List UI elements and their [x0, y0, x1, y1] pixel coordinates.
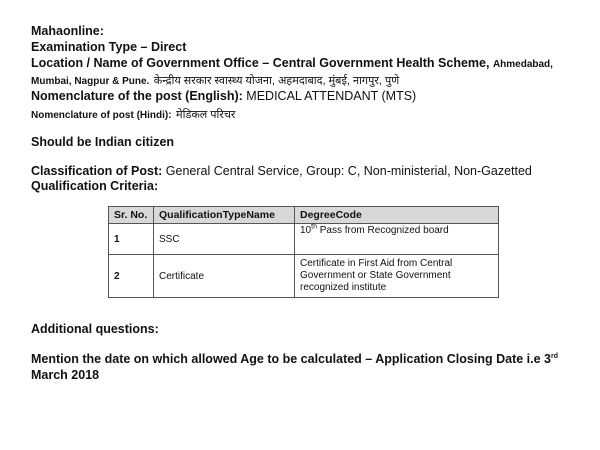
header-qualification-type: QualificationTypeName [154, 207, 295, 224]
post-english [31, 89, 416, 104]
table-row [109, 255, 499, 298]
degree-superscript: th [311, 223, 317, 231]
cell-sr: 1 [109, 224, 154, 255]
question-superscript: rd [550, 352, 558, 360]
degree-line: recognized institute [300, 282, 387, 293]
classification-line [31, 164, 532, 179]
location-cities: Ahmedabad, [492, 59, 553, 70]
qualification-heading: Qualification Criteria: [31, 179, 159, 193]
additional-question [31, 352, 558, 367]
location-hindi: केन्द्रीय सरकार स्वास्थ्य योजना, अहमदाबाद, मुंबई, नागपुर, पुणे [153, 75, 400, 87]
degree-number: 10 [300, 225, 312, 236]
table-row [109, 224, 499, 255]
question-text: Mention the date on which allowed Age to be calculated – Application Closing Date i.e 3 [31, 352, 551, 366]
table-header-row [109, 207, 499, 224]
location-cities-2: Mumbai, Nagpur & Pune. [31, 76, 150, 87]
org-title: Mahaonline: [31, 24, 104, 38]
post-hindi [31, 105, 235, 123]
cell-degree [295, 255, 499, 298]
cell-type: SSC [154, 224, 295, 255]
post-en-value: MEDICAL ATTENDANT (MTS) [246, 89, 417, 103]
location-line-2 [31, 71, 399, 89]
classification-value: General Central Service, Group: C, Non-ministerial, Non-Gazetted [165, 164, 532, 178]
post-hi-value: मेडिकल परिचर [176, 109, 236, 121]
exam-type: Examination Type – Direct [31, 40, 187, 54]
additional-question-line2: March 2018 [31, 368, 100, 382]
additional-heading: Additional questions: [31, 322, 159, 336]
cell-type: Certificate [154, 255, 295, 298]
degree-line: Government or State Government [300, 270, 451, 281]
header-degree-code: DegreeCode [295, 207, 499, 224]
cell-degree [295, 224, 499, 255]
degree-line: Certificate in First Aid from Central [300, 258, 453, 269]
degree-text: Pass from Recognized board [316, 225, 449, 236]
citizenship-requirement: Should be Indian citizen [31, 135, 175, 149]
qualification-table [108, 206, 499, 298]
post-en-label: Nomenclature of the post (English): [31, 89, 243, 103]
location-line-1 [31, 56, 553, 72]
post-hi-label: Nomenclature of post (Hindi): [31, 110, 172, 121]
classification-label: Classification of Post: [31, 164, 163, 178]
header-sr-no: Sr. No. [109, 207, 154, 224]
location-label: Location / Name of Government Office – Central Government Health Scheme, [31, 56, 490, 70]
cell-sr: 2 [109, 255, 154, 298]
